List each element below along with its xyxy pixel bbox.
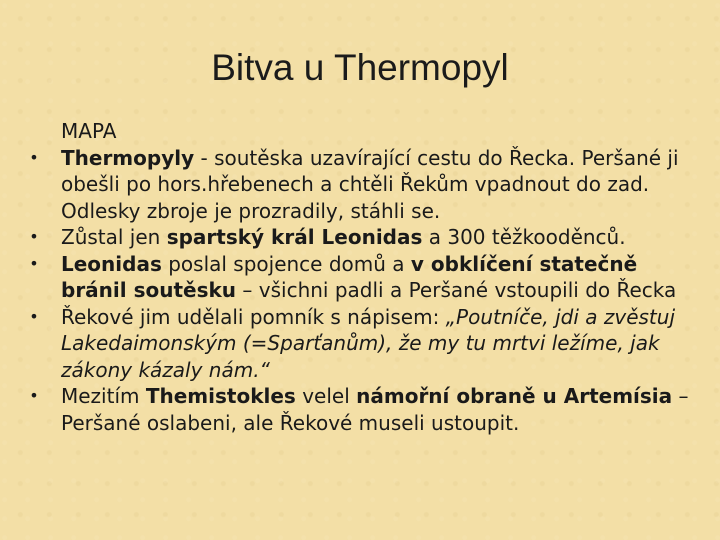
bullet-text: [61, 305, 675, 382]
bullet-item: [28, 145, 704, 225]
bullet-text-part: poslal spojence domů a: [161, 251, 411, 276]
bullet-text-part: – Peršané oslabeni, ale Řekové museli ustoupit.: [61, 384, 689, 435]
bullet-text-part: v obklíčení statečně bránil soutěsku: [61, 251, 638, 302]
bullet-icon: •: [29, 227, 39, 246]
bullet-text-part: – všichni padli a Peršané vstoupili do Řecka: [236, 278, 677, 302]
bullet-text-part: a 300 těžkooděnců.: [422, 225, 626, 249]
bullet-icon: •: [29, 147, 39, 167]
bullet-text-part: velel: [295, 384, 357, 408]
slide-content: [28, 118, 704, 436]
bullet-text-part: Řekové jim udělali pomník s nápisem:: [61, 304, 446, 329]
bullet-text: [61, 384, 689, 435]
bullet-text-part: „Poutníče, jdi a zvěstuj Lakedaimonským (=Sparťanům), že my tu mrtvi ležíme, jak zákony kázaly nám.“: [61, 304, 676, 382]
bullet-text: [61, 146, 679, 223]
bullet-icon: •: [29, 386, 39, 405]
bullet-text: [61, 252, 676, 303]
bullet-item: [28, 224, 704, 251]
bullet-text-part: Themistokles: [145, 384, 296, 408]
bullet-text-part: Mezitím: [61, 384, 146, 408]
intro-text: MAPA: [61, 119, 117, 143]
bullet-text-part: Leonidas: [61, 251, 162, 276]
intro-line: [28, 118, 704, 145]
bullet-icon: •: [29, 253, 39, 273]
bullet-text: [61, 225, 626, 249]
bullet-text-part: námořní obraně u Artemísia: [356, 384, 673, 408]
bullet-item: [28, 383, 704, 436]
bullet-text-part: Zůstal jen: [61, 225, 167, 249]
slide-title: Bitva u Thermopyl: [211, 47, 509, 88]
bullet-item: [28, 251, 704, 304]
bullet-text-part: spartský král Leonidas: [166, 225, 423, 249]
bullet-icon: •: [29, 306, 39, 326]
bullet-text-part: - soutěska uzavírající cestu do Řecka. Peršané ji obešli po hors.hřebenech a chtěli Řekům vpadnout do zad. Odlesky zbroje je prozradily, stáhli se.: [61, 145, 679, 223]
bullet-text-part: Thermopyly: [61, 145, 195, 170]
bullet-item: [28, 304, 704, 384]
